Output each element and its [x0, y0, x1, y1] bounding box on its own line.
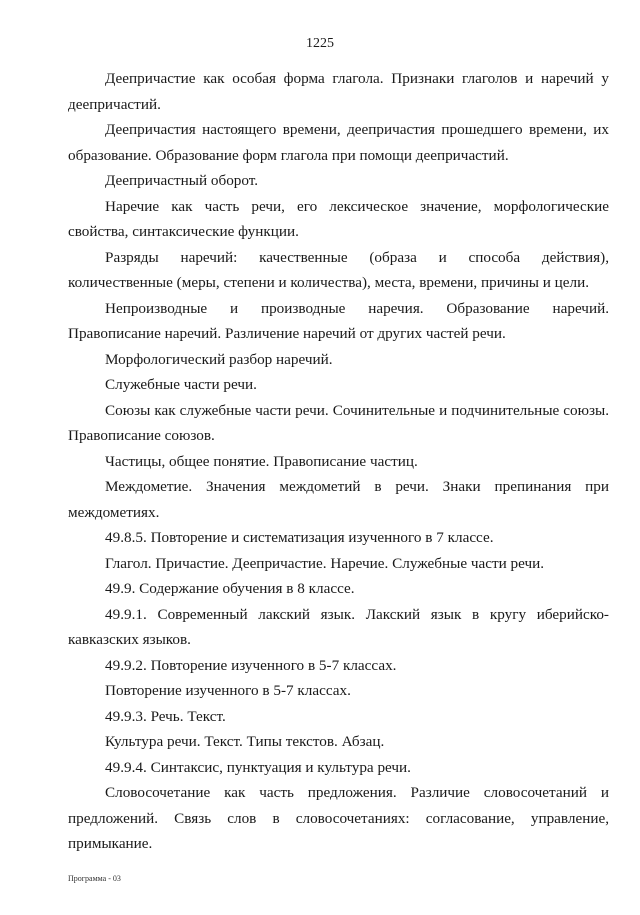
paragraph: Частицы, общее понятие. Правописание частиц. [105, 452, 418, 470]
paragraph: Междометие. Значения междометий в речи. Знаки препинания при междометиях. [68, 478, 609, 521]
paragraph: Служебные части речи. [105, 376, 257, 393]
paragraph: Наречие как часть речи, его лексическое значение, морфологические свойства, синтаксические функции. [68, 197, 609, 240]
page-number: 1225 [306, 36, 334, 51]
section-heading: 49.9.3. Речь. Текст. [105, 707, 226, 725]
page-footer: Программа - 03 [68, 874, 121, 883]
paragraph: Деепричастие как особая форма глагола. Признаки глаголов и наречий у деепричастий. [68, 70, 609, 113]
section-heading: 49.9.2. Повторение изученного в 5-7 классах. [105, 656, 397, 674]
section-heading: 49.8.5. Повторение и систематизация изученного в 7 классе. [105, 529, 494, 546]
paragraph: Словосочетание как часть предложения. Различие словосочетаний и предложений. Связь слов в словосочетаниях: согласование, управление, примыкание. [68, 784, 609, 852]
paragraph: Разряды наречий: качественные (образа и способа действия), количественные (меры, степени и количества), места, времени, причины и цели. [68, 248, 609, 291]
section-heading: 49.9. Содержание обучения в 8 классе. [105, 580, 355, 597]
paragraph: Повторение изученного в 5-7 классах. [105, 682, 351, 699]
paragraph: Непроизводные и производные наречия. Образование наречий. Правописание наречий. Различение наречий от других частей речи. [68, 299, 609, 342]
paragraph: Деепричастный оборот. [105, 172, 259, 189]
paragraph: Деепричастия настоящего времени, деепричастия прошедшего времени, их образование. Образование форм глагола при помощи деепричастий. [68, 121, 609, 164]
document-body [68, 66, 609, 857]
paragraph: Морфологический разбор наречий. [105, 350, 333, 368]
section-heading: 49.9.1. Современный лакский язык. Лакский язык в кругу иберийско-кавказских языков. [68, 605, 609, 648]
paragraph: Культура речи. Текст. Типы текстов. Абзац. [105, 733, 385, 750]
section-heading: 49.9.4. Синтаксис, пунктуация и культура речи. [105, 758, 411, 776]
paragraph: Союзы как служебные части речи. Сочинительные и подчинительные союзы. Правописание союзов. [68, 401, 609, 444]
paragraph: Глагол. Причастие. Деепричастие. Наречие. Служебные части речи. [105, 554, 545, 572]
